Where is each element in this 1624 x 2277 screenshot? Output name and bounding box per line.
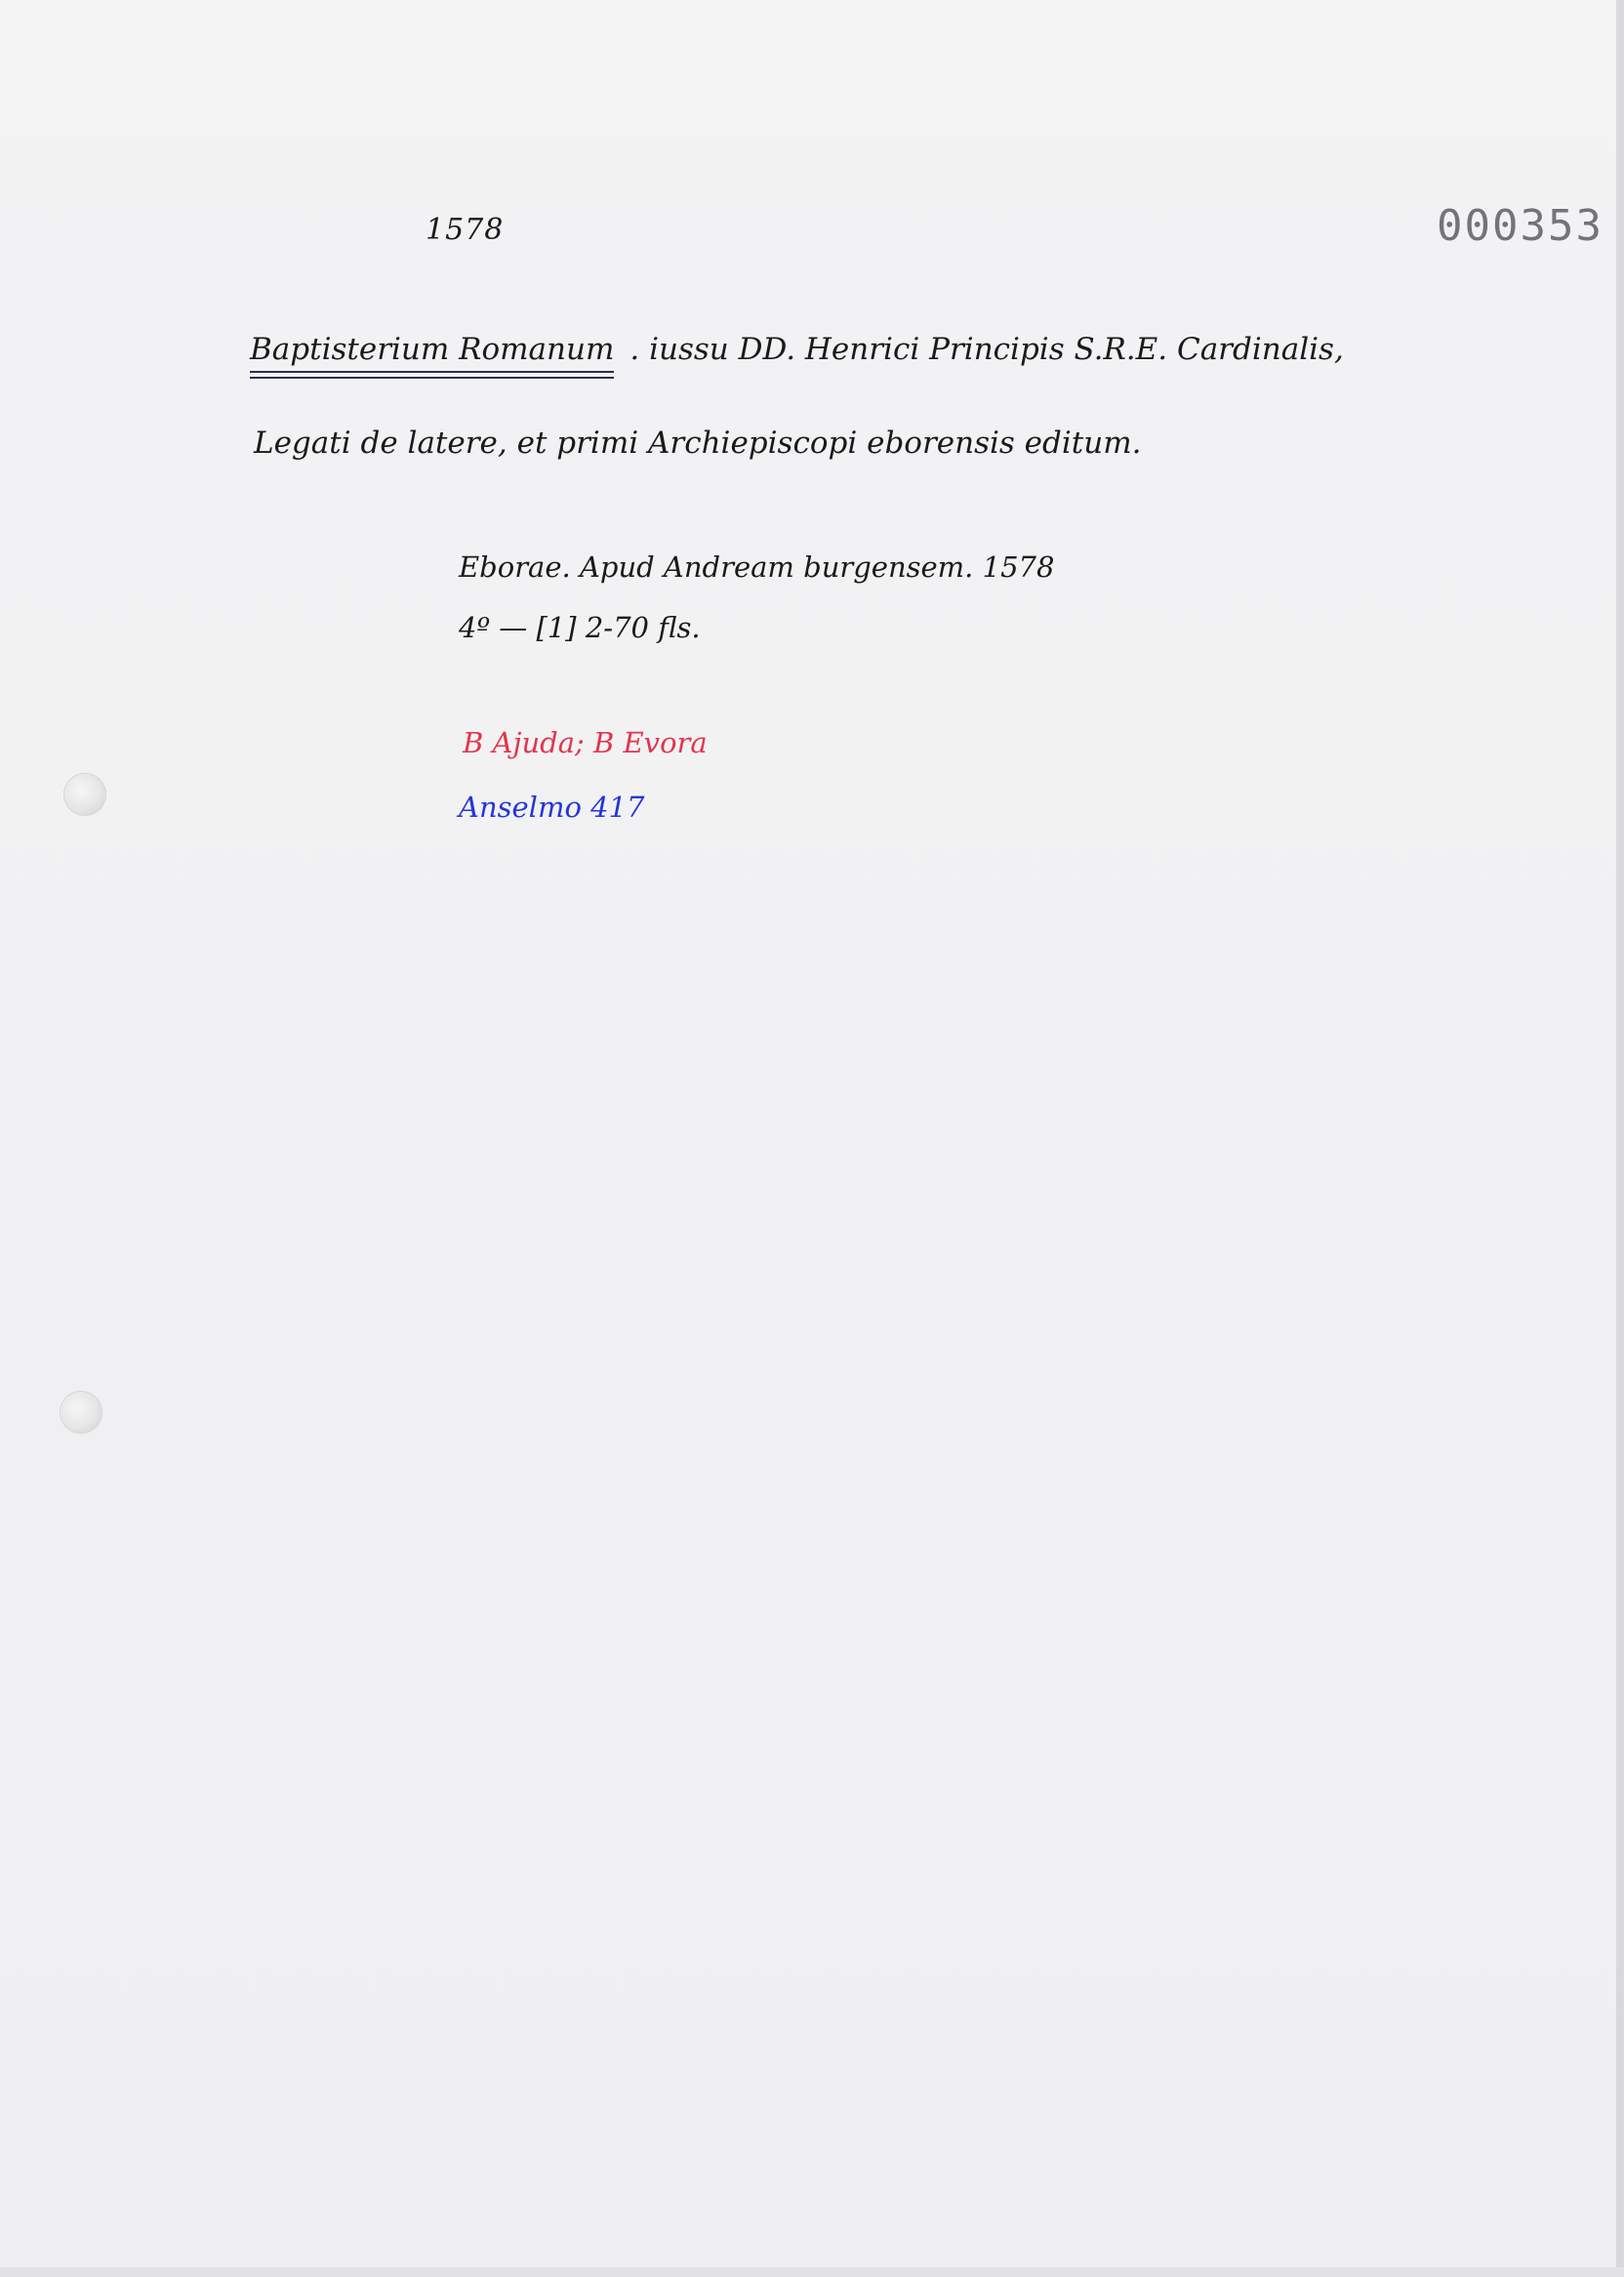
punch-hole-upper [64,774,105,815]
title-line-2: Legati de latere, et primi Archiepiscopi eborensis editum. [254,426,1142,461]
title-line-1 [250,332,1344,367]
title-underlined: Baptisterium Romanum [250,332,615,367]
page-edge-right [1616,0,1624,2277]
punch-hole-lower [61,1392,102,1433]
imprint-line: Eborae. Apud Andream burgensem. 1578 [459,550,1055,584]
year-note: 1578 [426,213,505,247]
bibliographic-reference: Anselmo 417 [459,791,645,824]
title-continuation: . iussu DD. Henrici Principis S.R.E. Cardinalis, [629,332,1344,367]
collation-line: 4º — [1] 2-70 fls. [459,611,701,644]
stamped-record-number: 000353 [1437,201,1604,251]
page-edge-bottom [0,2267,1624,2277]
holdings-libraries: B Ajuda; B Evora [463,726,708,759]
